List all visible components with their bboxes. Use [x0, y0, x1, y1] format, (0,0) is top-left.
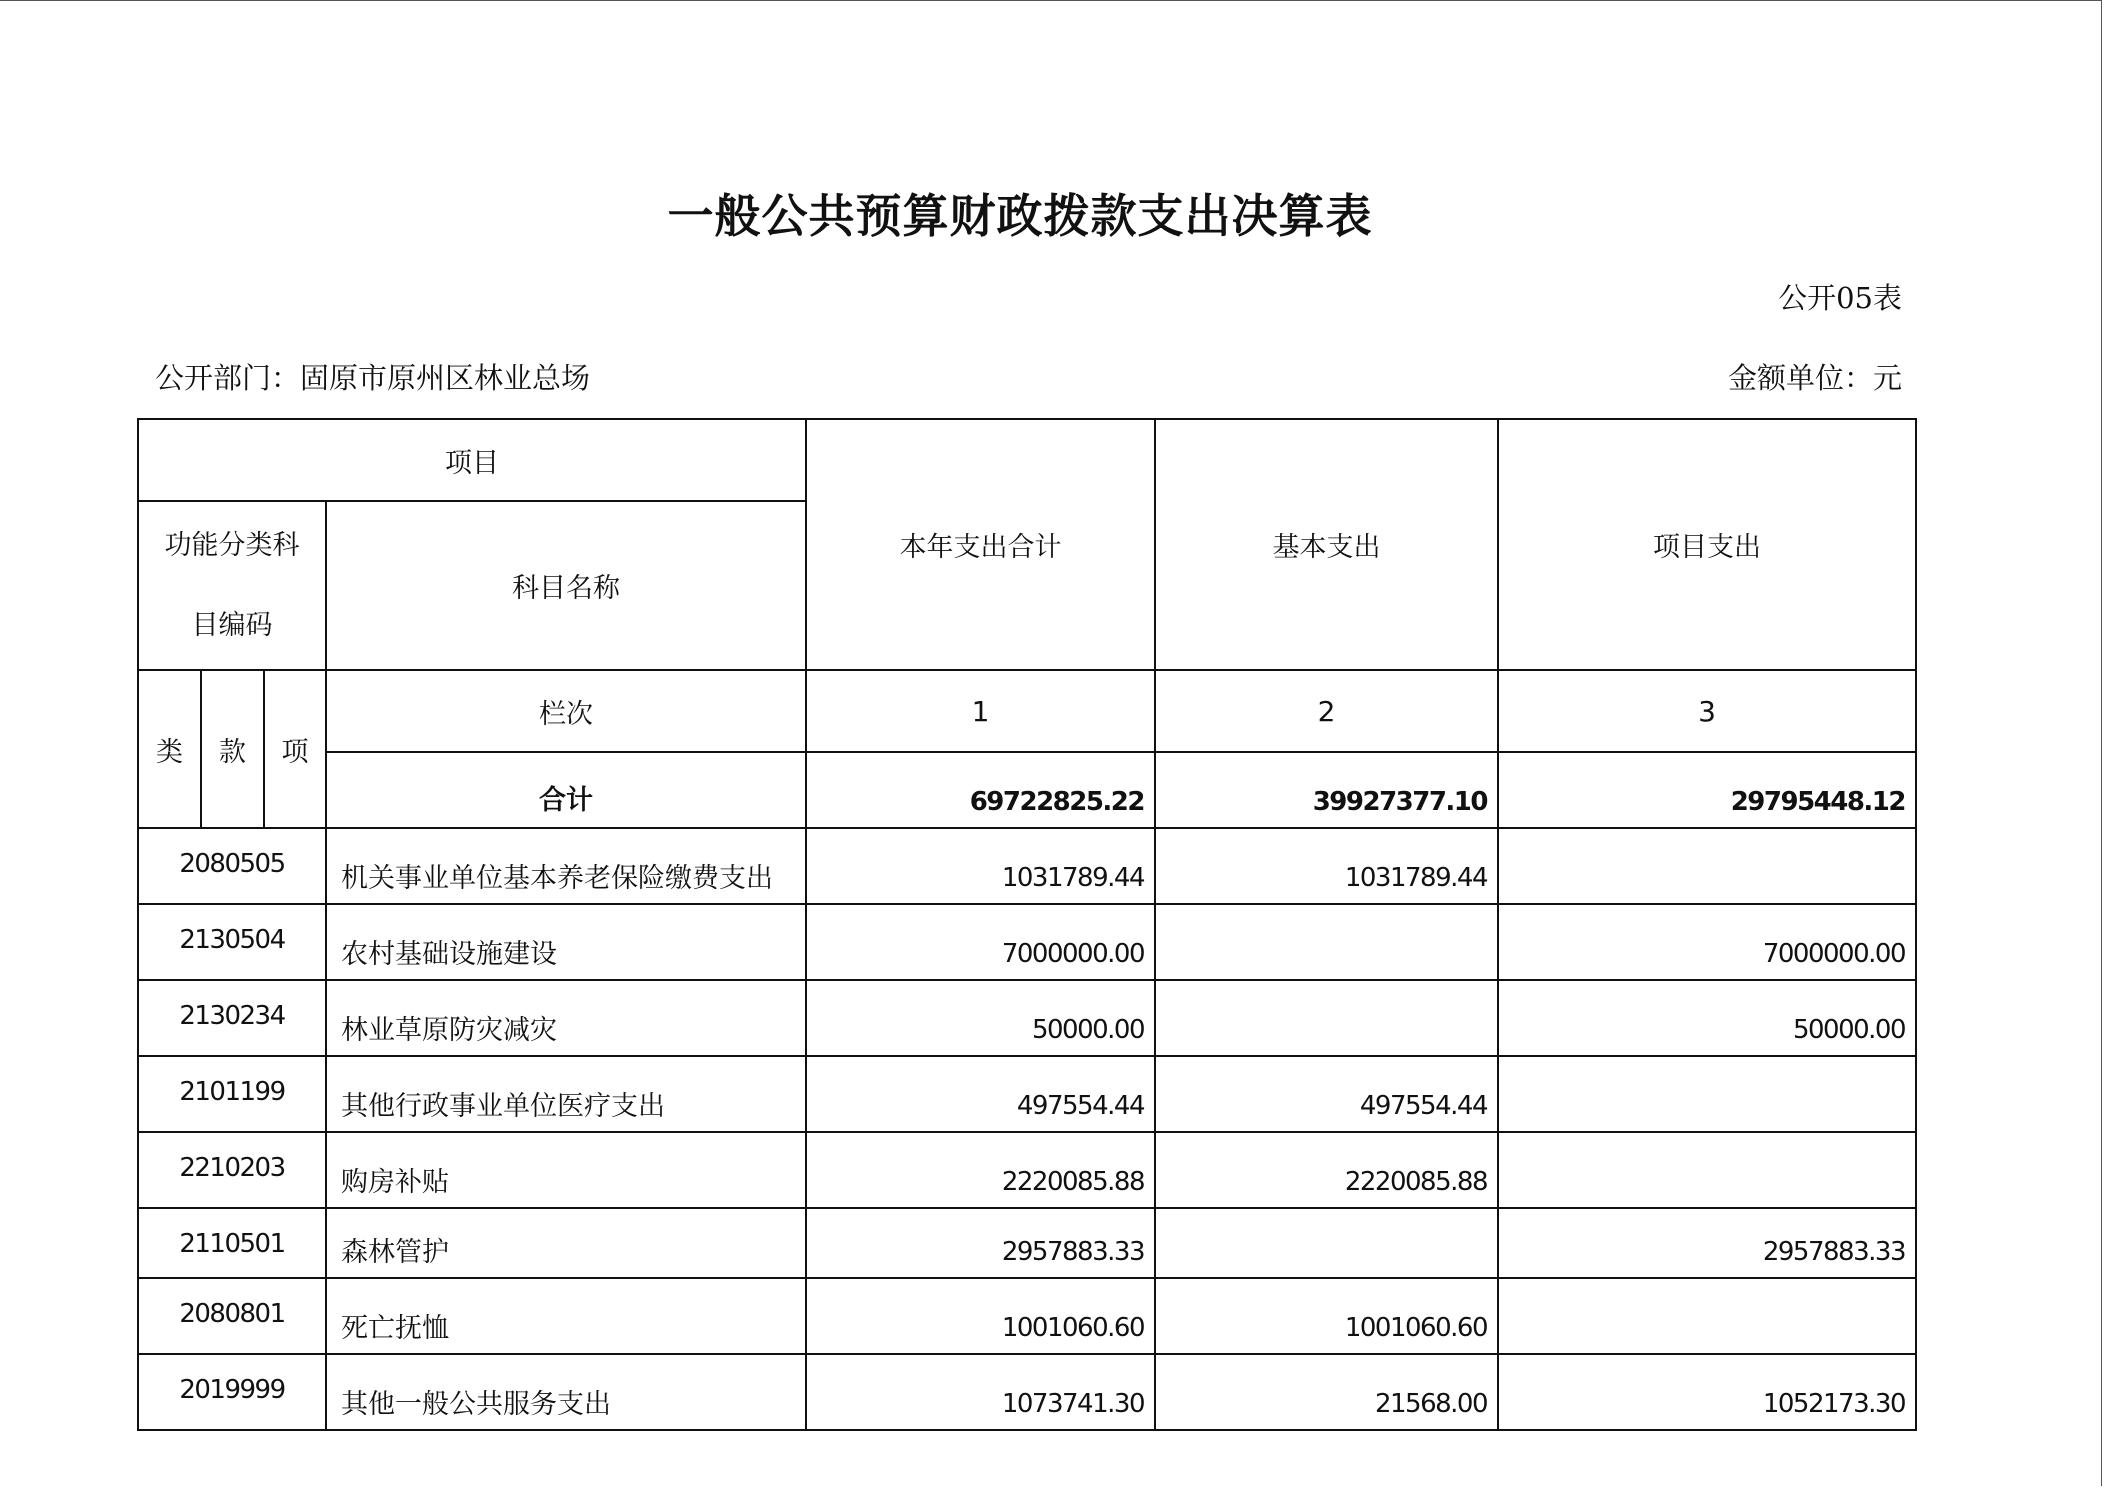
header-func-code-line1: 功能分类科 [164, 529, 300, 561]
header-column-order: 栏次 [326, 670, 806, 752]
expenditure-table [137, 418, 1917, 1431]
row-code: 2019999 [138, 1354, 326, 1430]
amount-unit-label: 金额单位：元 [1727, 361, 1902, 395]
header-func-code-line2: 目编码 [191, 609, 273, 641]
row-total: 2220085.88 [806, 1132, 1155, 1208]
column-index-2: 2 [1155, 670, 1498, 752]
header-kuan: 款 [201, 670, 264, 828]
row-project: 2957883.33 [1498, 1208, 1916, 1278]
row-code: 2110501 [138, 1208, 326, 1278]
total-basic: 39927377.10 [1155, 752, 1498, 828]
page-title: 一般公共预算财政拨款支出决算表 [667, 189, 1373, 243]
row-project [1498, 1056, 1916, 1132]
row-basic: 497554.44 [1155, 1056, 1498, 1132]
row-project: 50000.00 [1498, 980, 1916, 1056]
row-total: 2957883.33 [806, 1208, 1155, 1278]
row-total: 7000000.00 [806, 904, 1155, 980]
row-basic: 2220085.88 [1155, 1132, 1498, 1208]
header-lei: 类 [138, 670, 201, 828]
table-row [138, 1056, 1916, 1132]
header-func-code [138, 501, 326, 670]
table-row [138, 1278, 1916, 1354]
department-label: 公开部门：固原市原州区林业总场 [155, 361, 591, 395]
row-code: 2130504 [138, 904, 326, 980]
row-total: 497554.44 [806, 1056, 1155, 1132]
row-project [1498, 1278, 1916, 1354]
row-basic [1155, 904, 1498, 980]
row-name: 其他行政事业单位医疗支出 [326, 1056, 806, 1132]
row-total: 1073741.30 [806, 1354, 1155, 1430]
row-code: 2130234 [138, 980, 326, 1056]
header-project: 项目 [138, 419, 806, 501]
table-row [138, 1132, 1916, 1208]
total-label: 合计 [326, 752, 806, 828]
table-row [138, 828, 1916, 904]
row-code: 2080801 [138, 1278, 326, 1354]
row-basic: 21568.00 [1155, 1354, 1498, 1430]
row-code: 2210203 [138, 1132, 326, 1208]
row-project: 1052173.30 [1498, 1354, 1916, 1430]
row-basic: 1031789.44 [1155, 828, 1498, 904]
table-row [138, 1208, 1916, 1278]
row-name: 其他一般公共服务支出 [326, 1354, 806, 1430]
row-total: 50000.00 [806, 980, 1155, 1056]
row-code: 2101199 [138, 1056, 326, 1132]
row-name: 机关事业单位基本养老保险缴费支出 [326, 828, 806, 904]
row-name: 农村基础设施建设 [326, 904, 806, 980]
total-project: 29795448.12 [1498, 752, 1916, 828]
table-row [138, 904, 1916, 980]
row-basic [1155, 980, 1498, 1056]
column-index-1: 1 [806, 670, 1155, 752]
table-row [138, 980, 1916, 1056]
header-total-col: 本年支出合计 [806, 419, 1155, 670]
row-basic: 1001060.60 [1155, 1278, 1498, 1354]
column-index-3: 3 [1498, 670, 1916, 752]
row-code: 2080505 [138, 828, 326, 904]
row-name: 林业草原防灾减灾 [326, 980, 806, 1056]
row-total: 1031789.44 [806, 828, 1155, 904]
row-name: 森林管护 [326, 1208, 806, 1278]
table-row [138, 1354, 1916, 1430]
header-project-col: 项目支出 [1498, 419, 1916, 670]
total-sum: 69722825.22 [806, 752, 1155, 828]
row-project: 7000000.00 [1498, 904, 1916, 980]
row-name: 购房补贴 [326, 1132, 806, 1208]
row-total: 1001060.60 [806, 1278, 1155, 1354]
row-project [1498, 828, 1916, 904]
row-basic [1155, 1208, 1498, 1278]
row-name: 死亡抚恤 [326, 1278, 806, 1354]
table-number: 公开05表 [1778, 281, 1902, 315]
header-basic-col: 基本支出 [1155, 419, 1498, 670]
header-xiang: 项 [264, 670, 326, 828]
header-subject-name: 科目名称 [326, 501, 806, 670]
row-project [1498, 1132, 1916, 1208]
